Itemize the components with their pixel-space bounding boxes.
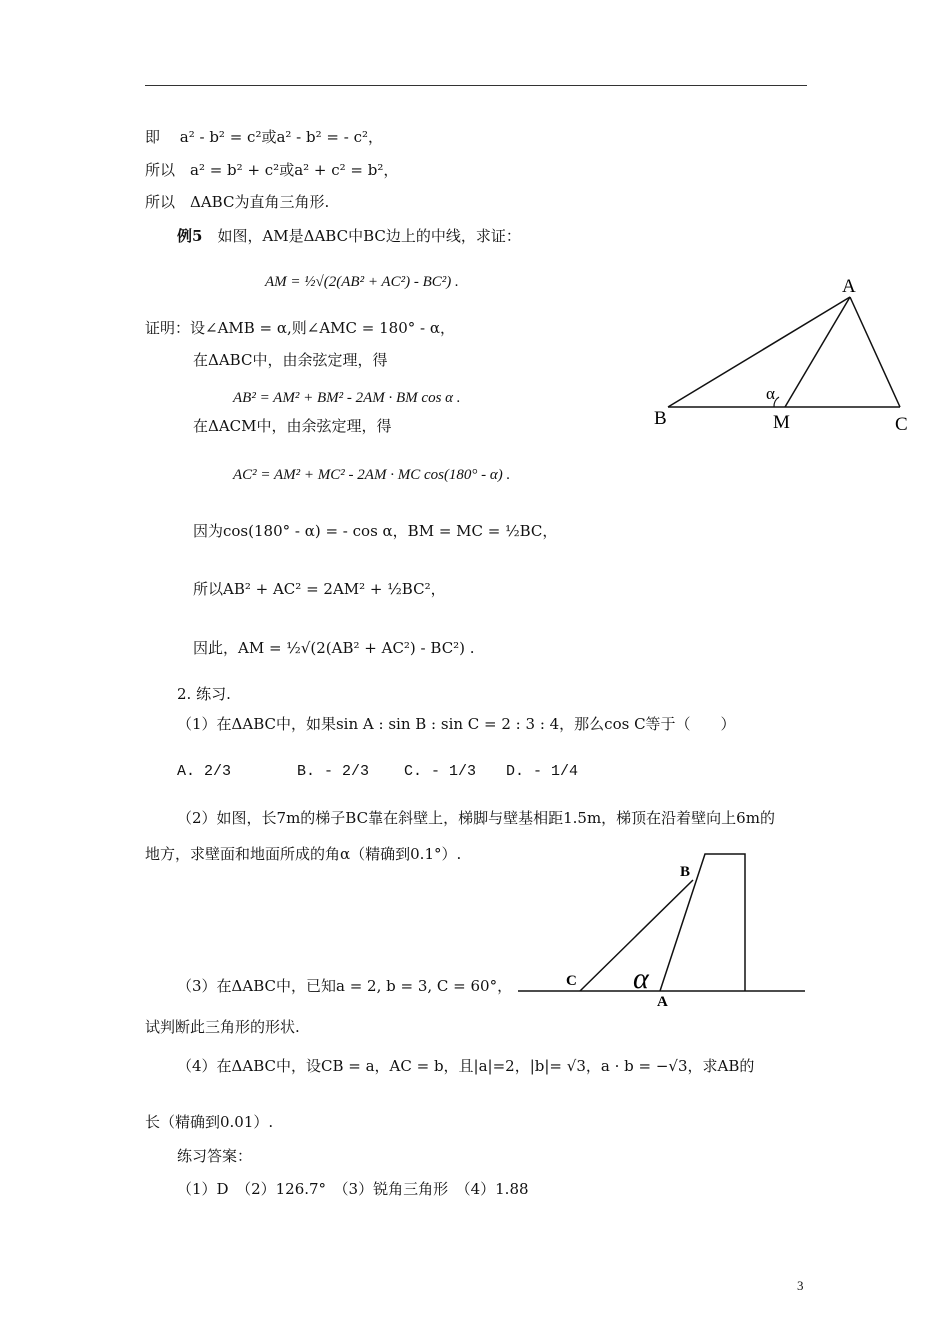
answers-line: （1）D （2）126.7° （3）锐角三角形 （4）1.88 (177, 1180, 529, 1198)
question-3-line-1: （3）在ΔABC中，已知a = 2, b = 3, C = 60°， (177, 977, 513, 995)
question-2-line-2: 地方，求壁面和地面所成的角α（精确到0.1°）. (145, 845, 462, 863)
label-c: C (566, 973, 577, 989)
practice-title: 2. 练习. (177, 685, 231, 703)
side-ab (668, 297, 850, 407)
proof-line-4: 在ΔACM中，由余弦定理，得 (193, 417, 392, 435)
proof-line-7: 所以AB² + AC² = 2AM² + ½BC²， (193, 580, 446, 598)
proof-line-1: 证明：设∠AMB = α,则∠AMC = 180° - α， (145, 319, 455, 337)
median-am (785, 297, 850, 407)
option-a: A. 2/3 (177, 763, 232, 780)
question-4-line-1: （4）在ΔABC中，设CB = a，AC = b，且|a|=2，|b|= √3，a · b = −√3，求AB的 (177, 1057, 755, 1075)
label-b: B (654, 408, 667, 429)
triangle-median-figure (640, 270, 930, 440)
derivation-line-2: 所以 a² = b² + c²或a² + c² = b²， (145, 161, 399, 179)
example-5-formula: AM = ½√(2(AB² + AC²) - BC²) . (265, 274, 459, 290)
question-3-line-2: 试判断此三角形的形状. (145, 1018, 300, 1036)
answers-title: 练习答案： (177, 1147, 253, 1165)
option-b: B. - 2/3 (297, 763, 370, 780)
label-m: M (773, 412, 790, 433)
question-1: （1）在ΔABC中，如果sin A : sin B : sin C = 2 : 3 : 4，那么cos C等于（ ） (177, 715, 736, 733)
proof-line-6: 因为cos(180° - α) = - cos α，BM = MC = ½BC， (193, 522, 558, 540)
derivation-line-3: 所以 ΔABC为直角三角形. (145, 193, 330, 211)
proof-line-3: AB² = AM² + BM² - 2AM · BM cos α . (233, 390, 461, 406)
proof-line-5: AC² = AM² + MC² - 2AM · MC cos(180° - α) . (233, 467, 511, 483)
side-ac (850, 297, 900, 407)
question-4-line-2: 长（精确到0.01）. (145, 1113, 274, 1131)
example-5-heading: 例5 如图，AM是ΔABC中BC边上的中线，求证： (177, 227, 521, 245)
option-c: C. - 1/3 (404, 763, 477, 780)
label-alpha: α (766, 384, 775, 403)
wall-outline (660, 854, 745, 991)
label-alpha: α (633, 962, 649, 995)
example-label: 例5 (177, 227, 203, 245)
option-d: D. - 1/4 (506, 763, 579, 780)
page-number: 3 (797, 1278, 804, 1293)
ladder-wall-figure (515, 845, 810, 1015)
label-a: A (842, 276, 856, 297)
label-b: B (680, 864, 691, 880)
label-c: C (895, 414, 908, 435)
question-2-line-1: （2）如图，长7m的梯子BC靠在斜壁上，梯脚与壁基相距1.5m，梯顶在沿着壁向上6m的 (177, 809, 775, 827)
derivation-line-1: 即 a² - b² = c²或a² - b² = - c²， (145, 128, 383, 146)
label-a: A (657, 994, 668, 1010)
header-rule (145, 85, 807, 86)
proof-line-2: 在ΔABC中，由余弦定理，得 (193, 351, 388, 369)
proof-line-8: 因此，AM = ½√(2(AB² + AC²) - BC²) . (193, 639, 475, 657)
